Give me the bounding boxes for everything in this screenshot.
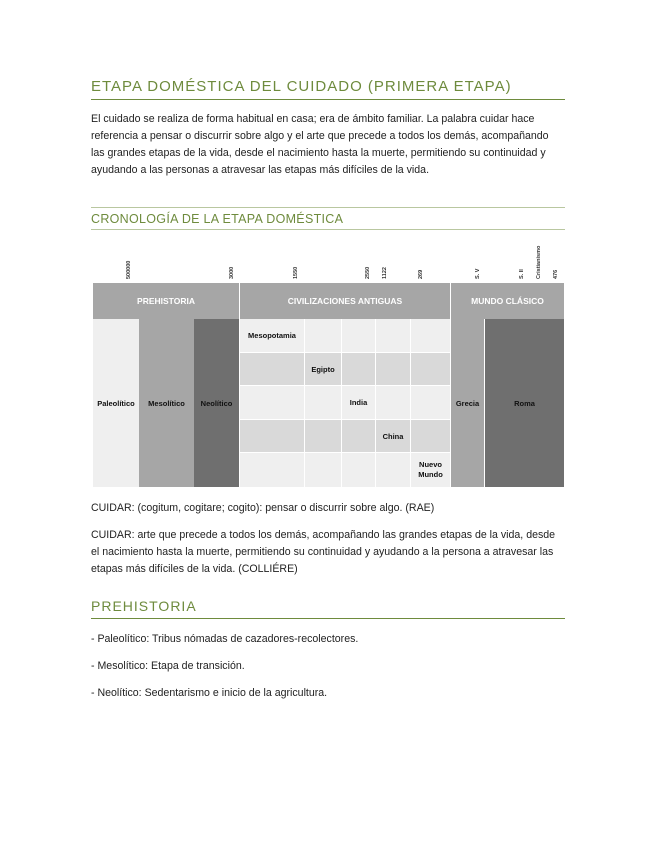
timeline-tick: Cristianismo [536,245,542,279]
grid-cell [342,453,376,487]
grid-cell [240,420,305,453]
header-mundo-clasico: MUNDO CLÁSICO [451,283,564,319]
timeline-tick: 500000 [126,260,132,279]
grid-cell [411,420,451,453]
cell-paleolitico: Paleolítico [93,319,139,487]
list-item: - Mesolítico: Etapa de transición. [91,660,245,672]
list-item: - Neolítico: Sedentarismo e inicio de la agricultura. [91,687,328,699]
chronology-table [93,283,564,487]
cell-mesolitico: Mesolítico [139,319,194,487]
cell-roma: Roma [485,319,564,487]
timeline-tick: 476 [553,269,559,279]
grid-cell [411,319,451,353]
grid-cell [305,386,342,420]
grid-cell [240,386,305,420]
list-item: - Paleolítico: Tribus nómadas de cazadores-recolectores. [91,633,359,645]
cell-egipto: Egipto [305,353,342,386]
definition-rae: CUIDAR: (cogitum, cogitare; cogito): pensar o discurrir sobre algo. (RAE) [91,502,435,514]
page-title: ETAPA DOMÉSTICA DEL CUIDADO (PRIMERA ETAPA) [91,78,565,100]
grid-cell [376,353,411,386]
timeline-tick: 3000 [229,266,235,279]
cell-india: India [342,386,376,420]
cell-nuevo-mundo: Nuevo Mundo [411,453,451,487]
grid-cell [240,453,305,487]
grid-cell [240,353,305,386]
grid-cell [342,353,376,386]
header-prehistoria: PREHISTORIA [93,283,240,319]
header-civilizaciones: CIVILIZACIONES ANTIGUAS [240,283,451,319]
timeline-tick: 1122 [382,267,388,279]
cell-neolitico: Neolítico [194,319,240,487]
grid-cell [376,453,411,487]
grid-cell [376,386,411,420]
timeline-tick: S. V [475,268,481,279]
grid-cell [376,319,411,353]
grid-cell [342,319,376,353]
cell-mesopotamia: Mesopotamia [240,319,305,353]
intro-paragraph: El cuidado se realiza de forma habitual en casa; era de ámbito familiar. La palabra cuidar hace referencia a pensar o discurrir sobre algo y el arte que precede a todos los demás, acompañando las grandes etapas de la vida, desde el nacimiento hasta la muerte, permitiendo su continuidad y ayudando a las personas a atravesar las etapas más difíciles de la vida. [91,113,549,176]
cell-china: China [376,420,411,453]
grid-cell [411,386,451,420]
timeline-tick: 269 [418,269,424,279]
chronology-heading: CRONOLOGÍA DE LA ETAPA DOMÉSTICA [91,207,565,230]
timeline-tick: S. II [519,269,525,279]
grid-cell [305,420,342,453]
definition-colliere: CUIDAR: arte que precede a todos los demás, acompañando las grandes etapas de la vida, desde el nacimiento hasta la muerte, permitiendo su continuidad y ayudando a la persona a atravesar las etapas más difíciles de la vida. (COLLIÉRE) [91,529,556,575]
grid-cell [305,453,342,487]
prehistoria-heading: PREHISTORIA [91,598,565,619]
grid-cell [342,420,376,453]
timeline-tick: 1550 [293,266,299,279]
cell-grecia: Grecia [451,319,485,487]
grid-cell [305,319,342,353]
grid-cell [411,353,451,386]
timeline-tick: 2550 [365,266,371,279]
